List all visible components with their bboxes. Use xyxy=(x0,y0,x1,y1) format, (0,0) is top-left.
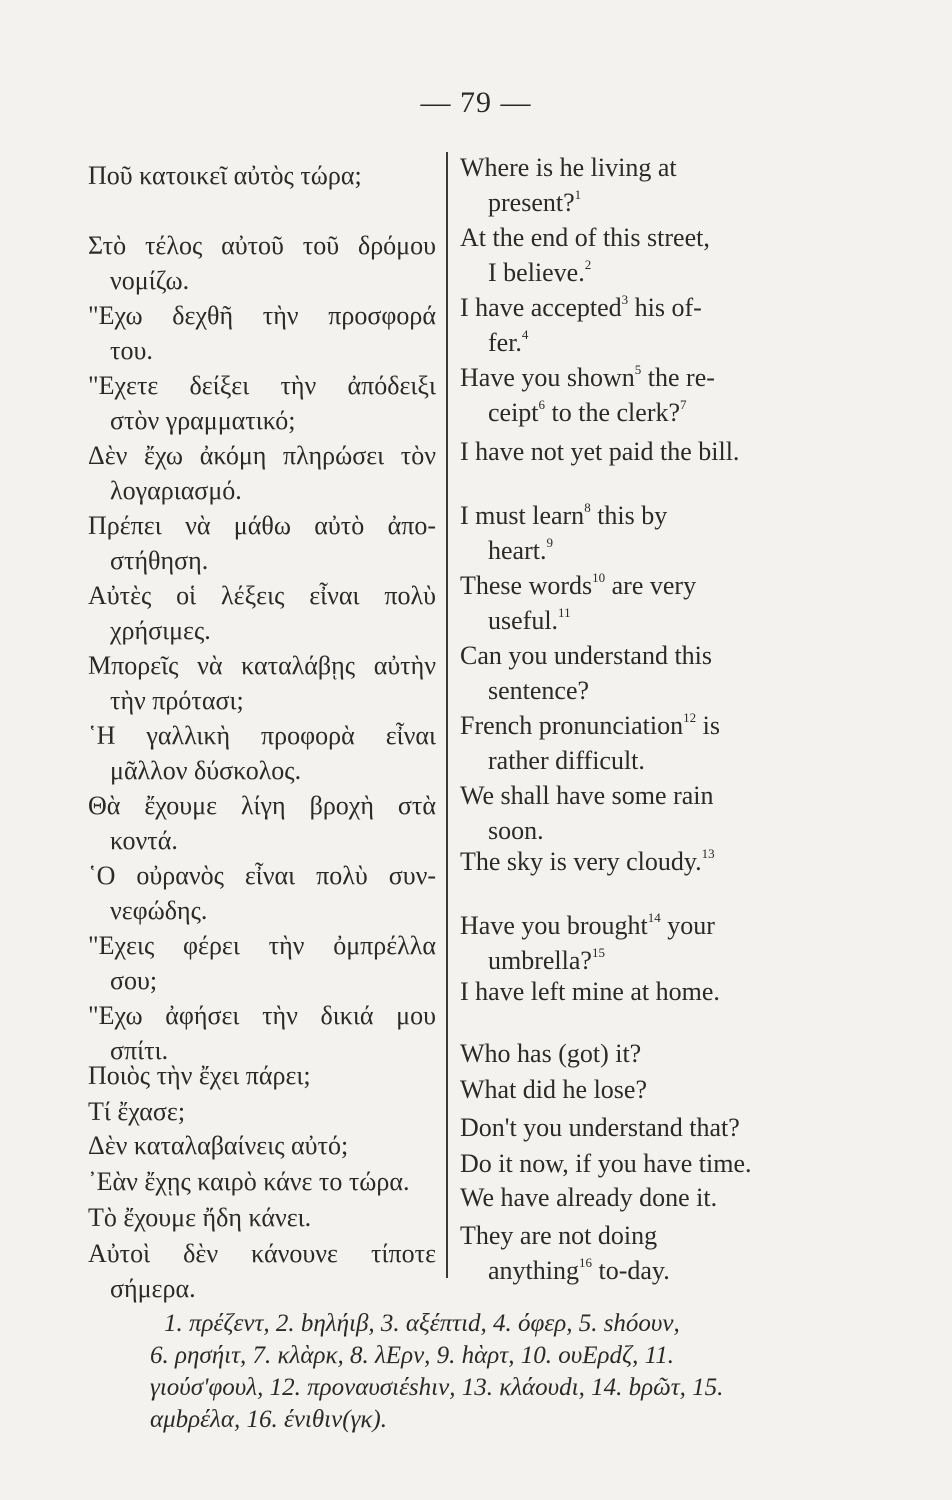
english-sentence xyxy=(460,290,790,360)
english-line xyxy=(460,1180,790,1215)
greek-line: ῾Ο οὐρανὸς εἶναι πολὺ συν- xyxy=(88,861,436,890)
footnote-marker: 5 xyxy=(634,362,642,378)
footnote-marker: 10 xyxy=(592,570,606,586)
english-sentence xyxy=(460,434,790,469)
english-text: his of- xyxy=(628,293,702,322)
english-text: Don't you understand that? xyxy=(460,1113,740,1142)
footnote-line: αμbρέλα, 16. ένιθιν(γκ). xyxy=(150,1406,387,1433)
english-line xyxy=(460,908,790,943)
english-text: I have left mine at home. xyxy=(460,977,720,1006)
english-text: to-day. xyxy=(592,1256,670,1285)
greek-sentence xyxy=(88,298,436,368)
english-sentence xyxy=(460,1218,790,1288)
footnote-marker: 4 xyxy=(521,327,529,343)
english-text: Have you shown xyxy=(460,363,635,392)
english-line xyxy=(460,844,790,879)
english-line xyxy=(460,638,790,673)
english-sentence xyxy=(460,1036,790,1071)
english-sentence xyxy=(460,974,790,1009)
english-text: I have not yet paid the bill. xyxy=(460,437,740,466)
english-text: We shall have some rain xyxy=(460,781,714,810)
greek-line: Μπορεῖς νὰ καταλάβῃς αὐτὴν xyxy=(88,651,436,680)
english-line xyxy=(460,325,790,360)
english-text: I must learn xyxy=(460,501,585,530)
greek-sentence xyxy=(88,928,436,998)
page-number: — 79 — xyxy=(420,86,532,119)
footnote-marker: 13 xyxy=(701,846,715,862)
english-line xyxy=(460,943,790,978)
greek-sentence xyxy=(88,438,436,508)
english-line xyxy=(460,1036,790,1071)
greek-sentence xyxy=(88,158,436,193)
greek-line: Πρέπει νὰ μάθω αὐτὸ ἀπο- xyxy=(88,511,436,540)
english-text: fer. xyxy=(488,328,522,357)
greek-line: ᾽Εὰν ἔχῃς καιρὸ κάνε το τώρα. xyxy=(88,1167,410,1196)
greek-line: στὸν γραμματικό; xyxy=(110,406,296,435)
greek-line: Ποῦ κατοικεῖ αὐτὸς τώρα; xyxy=(88,161,362,190)
greek-line: νεφώδης. xyxy=(110,896,208,925)
english-text: soon. xyxy=(488,816,544,845)
greek-sentence xyxy=(88,1236,436,1306)
english-text: this by xyxy=(590,501,668,530)
english-line xyxy=(460,813,790,848)
english-sentence xyxy=(460,908,790,978)
greek-line: Ποιὸς τὴν ἔχει πάρει; xyxy=(88,1061,311,1090)
greek-line: Στὸ τέλος αὐτοῦ τοῦ δρόμου xyxy=(88,231,436,260)
english-line xyxy=(460,220,790,255)
english-line xyxy=(460,1218,790,1253)
greek-sentence xyxy=(88,368,436,438)
greek-line: Δὲν καταλαβαίνεις αὐτό; xyxy=(88,1131,349,1160)
greek-sentence xyxy=(88,508,436,578)
greek-line: λογαριασμό. xyxy=(110,476,242,505)
english-text: French pronunciation xyxy=(460,711,684,740)
greek-line: μᾶλλον δύσκολος. xyxy=(110,756,302,785)
greek-sentence xyxy=(88,1058,436,1093)
english-sentence xyxy=(460,708,790,778)
footnote-marker: 1 xyxy=(574,187,582,203)
english-line xyxy=(460,1146,790,1181)
english-sentence xyxy=(460,360,790,430)
greek-line: Δὲν ἔχω ἀκόμη πληρώσει τὸν xyxy=(88,441,436,470)
english-sentence xyxy=(460,638,790,708)
english-text: anything xyxy=(488,1256,579,1285)
footnote-marker: 7 xyxy=(680,397,687,413)
english-line xyxy=(460,1110,790,1145)
greek-sentence xyxy=(88,1094,436,1129)
english-text: is xyxy=(696,711,720,740)
english-line xyxy=(460,395,790,430)
greek-sentence xyxy=(88,788,436,858)
english-line xyxy=(460,974,790,1009)
greek-line: "Εχω ἀφήσει τὴν δικιά μου xyxy=(88,1001,436,1030)
english-text: Have you brought xyxy=(460,911,648,940)
greek-line: Τὸ ἔχουμε ἤδη κάνει. xyxy=(88,1203,312,1232)
english-sentence xyxy=(460,1146,790,1181)
english-sentence xyxy=(460,568,790,638)
english-sentence xyxy=(460,150,790,220)
english-text: sentence? xyxy=(488,676,590,705)
english-line xyxy=(460,743,790,778)
english-line xyxy=(460,673,790,708)
english-sentence xyxy=(460,844,790,879)
english-text: useful. xyxy=(488,606,559,635)
greek-line: σπίτι. xyxy=(110,1036,169,1065)
english-sentence xyxy=(460,220,790,290)
english-text: to the clerk? xyxy=(545,398,681,427)
greek-line: χρήσιμες. xyxy=(110,616,211,645)
english-text: are very xyxy=(605,571,697,600)
english-text: rather difficult. xyxy=(488,746,645,775)
english-text: Where is he living at xyxy=(460,153,677,182)
footnote-marker: 16 xyxy=(579,1255,592,1271)
english-line xyxy=(460,603,790,638)
english-text: the re- xyxy=(641,363,715,392)
pronunciation-footnotes xyxy=(150,1308,800,1436)
footnote-marker: 14 xyxy=(647,910,661,926)
english-line xyxy=(460,568,790,603)
greek-sentence xyxy=(88,228,436,298)
greek-line: Τί ἔχασε; xyxy=(88,1097,186,1126)
footnote-marker: 9 xyxy=(546,535,553,551)
english-line xyxy=(460,185,790,220)
english-sentence xyxy=(460,498,790,568)
greek-sentence xyxy=(88,578,436,648)
column-divider xyxy=(446,152,448,1278)
greek-sentence xyxy=(88,858,436,928)
greek-line: τὴν πρότασι; xyxy=(110,686,244,715)
english-line xyxy=(460,1072,790,1107)
english-line xyxy=(460,498,790,533)
english-sentence xyxy=(460,1180,790,1215)
english-text: We have already done it. xyxy=(460,1183,718,1212)
english-sentence xyxy=(460,778,790,848)
english-text: What did he lose? xyxy=(460,1075,647,1104)
greek-line: σήμερα. xyxy=(110,1274,196,1303)
footnote-marker: 6 xyxy=(538,397,546,413)
english-text: The sky is very cloudy. xyxy=(460,847,702,876)
english-text: I believe. xyxy=(488,258,585,287)
english-text: Can you understand this xyxy=(460,641,713,670)
english-line xyxy=(460,255,790,290)
english-text: Who has (got) it? xyxy=(460,1039,642,1068)
footnote-line: 6. ρησήιτ, 7. κλὰρκ, 8. λΕρν, 9. hὰρτ, 10. ουΕρdζ, 11. xyxy=(150,1342,674,1369)
greek-line: κοντά. xyxy=(110,826,178,855)
english-text: umbrella? xyxy=(488,946,592,975)
english-line xyxy=(460,708,790,743)
greek-line: "Εχω δεχθῆ τὴν προσφορά xyxy=(88,301,436,330)
english-text: your xyxy=(660,911,715,940)
footnote-marker: 3 xyxy=(621,292,629,308)
footnote-marker: 15 xyxy=(591,945,605,961)
english-text: These words xyxy=(460,571,593,600)
footnote-line: γιούσ'φουλ, 12. προναυσιέshιν, 13. κλάουdι, 14. bρῶτ, 15. xyxy=(150,1374,724,1401)
english-line xyxy=(460,290,790,325)
greek-line: στήθηση. xyxy=(110,546,209,575)
english-line xyxy=(460,360,790,395)
greek-line: Αὐτοὶ δὲν κάνουνε τίποτε xyxy=(88,1239,436,1268)
english-text: Do it now, if you have time. xyxy=(460,1149,752,1178)
greek-line: Αὐτὲς οἱ λέξεις εἶναι πολὺ xyxy=(88,581,436,610)
english-line xyxy=(460,533,790,568)
english-text: heart. xyxy=(488,536,547,565)
greek-line: σου; xyxy=(110,966,158,995)
english-text: At the end of this street, xyxy=(460,223,710,252)
footnote-marker: 2 xyxy=(584,257,592,273)
english-line xyxy=(460,778,790,813)
greek-line: "Εχεις φέρει τὴν ὀμπρέλλα xyxy=(88,931,436,960)
english-text: present? xyxy=(488,188,575,217)
footnote-line: 1. πρέζεντ, 2. bηλήιβ, 3. αξέπτιd, 4. όφερ, 5. shóουν, xyxy=(164,1310,680,1337)
greek-sentence xyxy=(88,1200,436,1235)
greek-line: νομίζω. xyxy=(110,266,190,295)
footnote-marker: 11 xyxy=(558,605,571,621)
english-line xyxy=(460,150,790,185)
english-text: They are not doing xyxy=(460,1221,658,1250)
english-line xyxy=(460,1253,790,1288)
greek-line: "Εχετε δείξει τὴν ἀπόδειξι xyxy=(88,371,436,400)
greek-line: Θὰ ἔχουμε λίγη βροχὴ στὰ xyxy=(88,791,436,820)
greek-line: του. xyxy=(110,336,153,365)
greek-sentence xyxy=(88,648,436,718)
greek-sentence xyxy=(88,718,436,788)
greek-line: ῾Η γαλλικὴ προφορὰ εἶναι xyxy=(88,721,436,750)
english-text: I have accepted xyxy=(460,293,622,322)
greek-sentence xyxy=(88,1128,436,1163)
english-text: ceipt xyxy=(488,398,539,427)
greek-sentence xyxy=(88,1164,436,1199)
footnote-marker: 8 xyxy=(584,500,591,516)
english-sentence xyxy=(460,1072,790,1107)
english-sentence xyxy=(460,1110,790,1145)
english-line xyxy=(460,434,790,469)
footnote-marker: 12 xyxy=(683,710,697,726)
